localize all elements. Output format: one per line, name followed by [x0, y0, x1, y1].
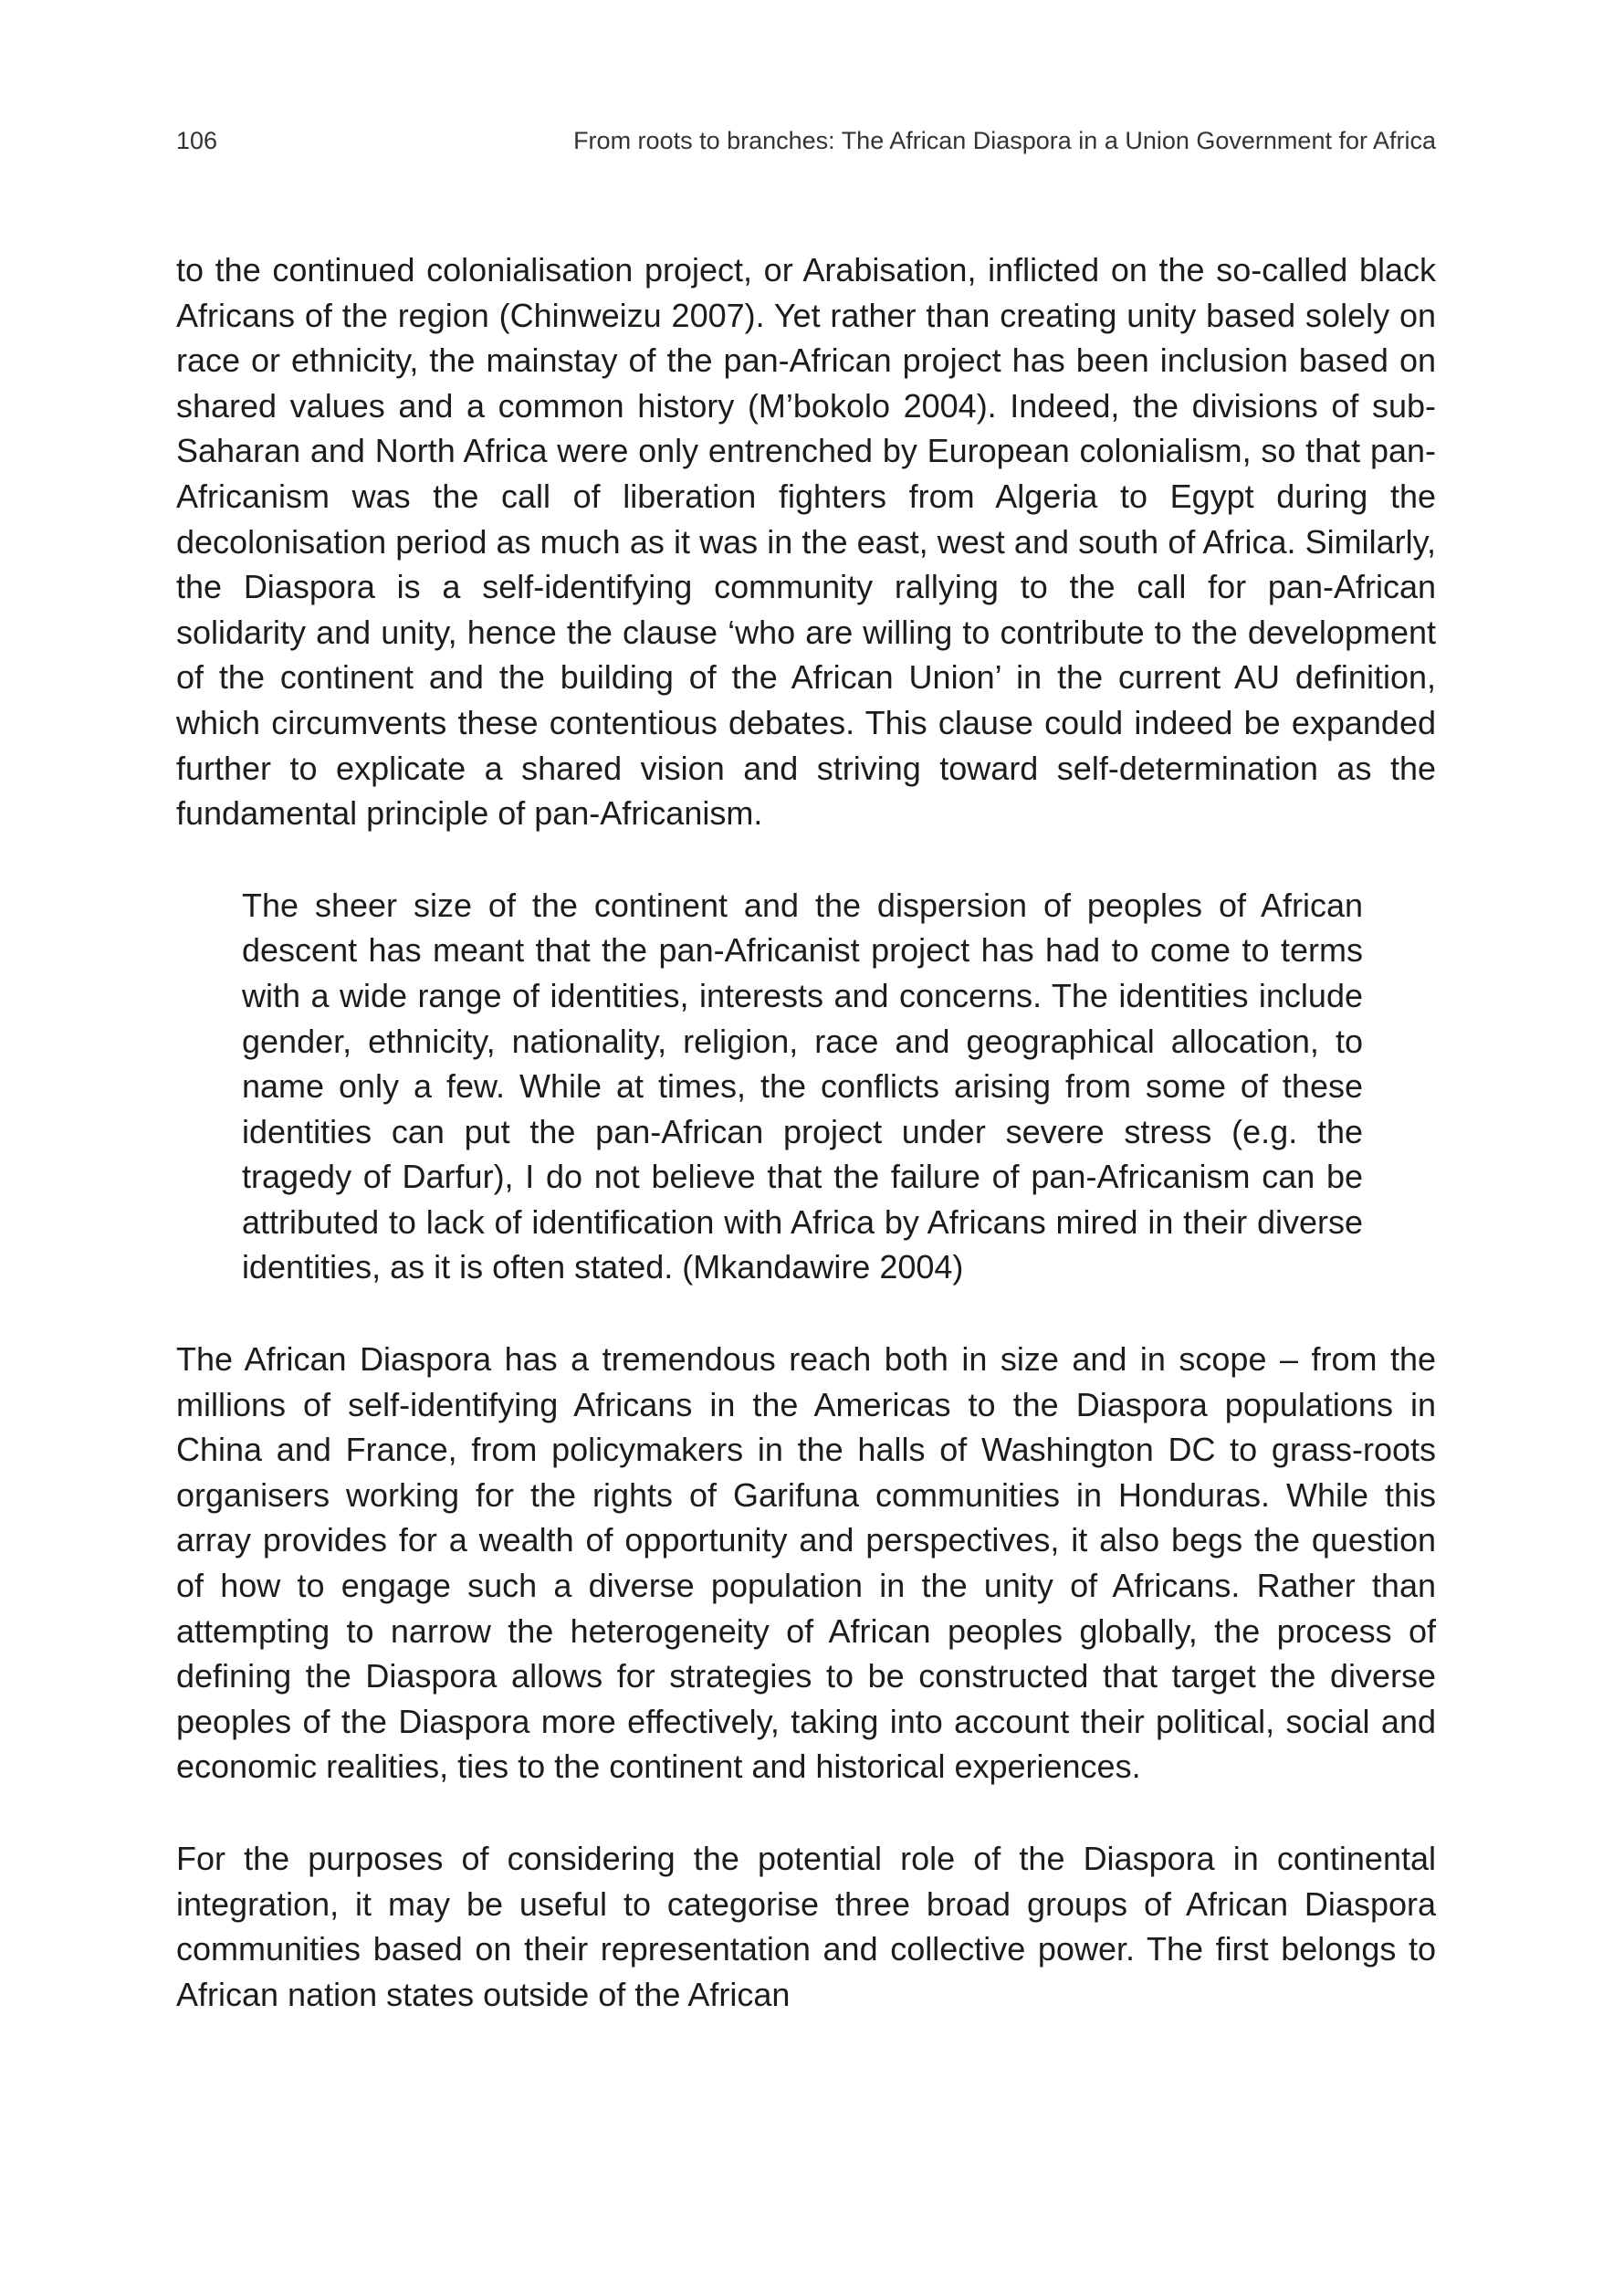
- page-body: [176, 247, 1436, 2017]
- page-header: [176, 121, 1436, 161]
- body-paragraph-2: The African Diaspora has a tremendous reach both in size and in scope – from the millions of self-identifying Africans in the Americas to the Diaspora populations in China and France, from policymakers in the halls of Washington DC to grass-roots organisers working for the rights of Garifuna communities in Honduras. While this array provides for a wealth of opportunity and perspectives, it also begs the question of how to engage such a diverse population in the unity of Africans. Rather than attempting to narrow the heterogeneity of African peoples globally, the process of defining the Diaspora allows for strategies to be constructed that target the diverse peoples of the Diaspora more effectively, taking into account their political, social and economic realities, ties to the continent and historical experiences.: [176, 1340, 1436, 1786]
- body-paragraph-3: For the purposes of considering the potential role of the Diaspora in continental integration, it may be useful to categorise three broad groups of African Diaspora communities based on their representation and collective power. The first belongs to African nation states outside of the African: [176, 1840, 1436, 2013]
- running-title: From roots to branches: The African Diaspora in a Union Government for Africa: [573, 127, 1436, 154]
- body-paragraph-1: to the continued colonialisation project, or Arabisation, inflicted on the so-called black Africans of the region (Chinweizu 2007). Yet rather than creating unity based solely on race or ethnicity, the mainstay of the pan-African project has been inclusion based on shared values and a common history (M’bokolo 2004). Indeed, the divisions of sub-Saharan and North Africa were only entrenched by European colonialism, so that pan-Africanism was the call of liberation fighters from Algeria to Egypt during the decolonisation period as much as it was in the east, west and south of Africa. Similarly, the Diaspora is a self-identifying community rallying to the call for pan-African solidarity and unity, hence the clause ‘who are willing to contribute to the development of the continent and the building of the African Union’ in the current AU definition, which circumvents these contentious debates. This clause could indeed be expanded further to explicate a shared vision and striving toward self-determination as the fundamental principle of pan-Africanism.: [176, 251, 1436, 833]
- block-quote: The sheer size of the continent and the dispersion of peoples of African descent has meant that the pan-Africanist project has had to come to terms with a wide range of identities, interests and concerns. The identities include gender, ethnicity, nationality, religion, race and geographical allocation, to name only a few. While at times, the conflicts arising from some of these identities can put the pan-African project under severe stress (e.g. the tragedy of Darfur), I do not believe that the failure of pan-Africanism can be attributed to lack of identification with Africa by Africans mired in their diverse identities, as it is often stated. (Mkandawire 2004): [242, 886, 1363, 1286]
- page-number: 106: [176, 127, 218, 154]
